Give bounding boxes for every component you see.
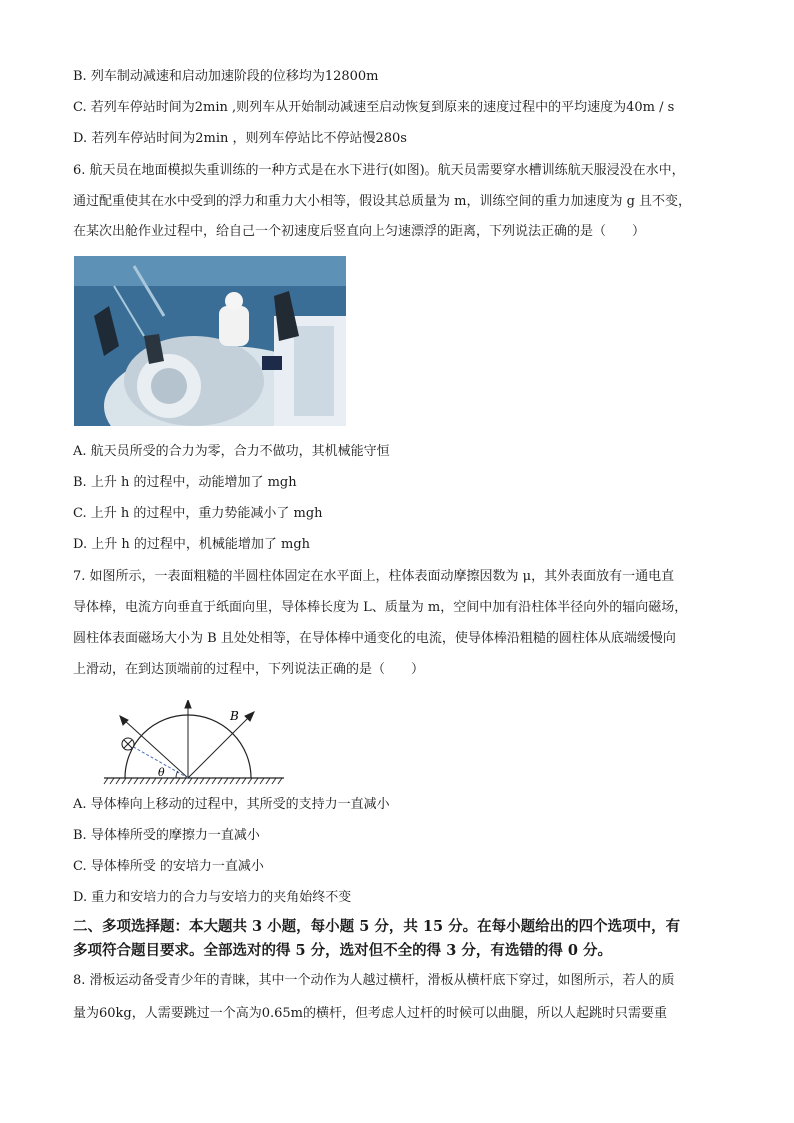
q7-stem-line1: 7. 如图所示，一表面粗糙的半圆柱体固定在水平面上，柱体表面动摩擦因数为 μ，其外表面放有一通电直 <box>73 569 675 584</box>
q6-stem-line3: 在某次出舱作业过程中，给自己一个初速度后竖直向上匀速漂浮的距离，下列说法正确的是（ ） <box>73 224 646 239</box>
q7-stem-line3: 圆柱体表面磁场大小为 B 且处处相等，在导体棒中通变化的电流，使导体棒沿粗糙的圆柱体从底端缓慢向 <box>73 631 676 646</box>
theta-label: θ <box>158 766 165 779</box>
diagram-svg <box>100 700 300 786</box>
half-cylinder-diagram <box>100 700 300 786</box>
underwater-training-photo <box>74 256 346 426</box>
section2-heading-line2: 多项符合题目要求。全部选对的得 5 分，选对但不全的得 3 分，有选错的得 0 分。 <box>73 942 613 959</box>
q5-option-d: D. 若列车停站时间为2min ，则列车停站比不停站慢280s <box>73 131 407 146</box>
q6-option-d: D. 上升 h 的过程中，机械能增加了 mgh <box>73 537 311 552</box>
b-field-label: B <box>230 709 239 723</box>
q8-stem-line1: 8. 滑板运动备受青少年的青睐，其中一个动作为人越过横杆，滑板从横杆底下穿过，如图所示，若人的质 <box>73 973 675 988</box>
q8-stem-line2: 量为60kg，人需要跳过一个高为0.65m的横杆，但考虑人过杆的时候可以曲腿，所以人起跳时只需要重 <box>73 1006 668 1021</box>
q7-stem-line2: 导体棒，电流方向垂直于纸面向里，导体棒长度为 L、质量为 m，空间中加有沿柱体半径向外的辐向磁场， <box>73 600 688 615</box>
q7-option-d: D. 重力和安培力的合力与安培力的夹角始终不变 <box>73 890 352 905</box>
q6-option-a: A. 航天员所受的合力为零，合力不做功，其机械能守恒 <box>73 444 390 459</box>
section2-heading-line1: 二、多项选择题：本大题共 3 小题，每小题 5 分，共 15 分。在每小题给出的四个选项中，有 <box>73 918 681 935</box>
q6-option-b: B. 上升 h 的过程中，动能增加了 mgh <box>73 475 297 490</box>
q7-option-b: B. 导体棒所受的摩擦力一直减小 <box>73 828 260 843</box>
q7-stem-line4: 上滑动，在到达顶端前的过程中，下列说法正确的是（ ） <box>73 662 425 677</box>
q6-stem-line1: 6. 航天员在地面模拟失重训练的一种方式是在水下进行(如图)。航天员需要穿水槽训练航天服浸没在水中， <box>73 163 685 178</box>
q6-option-c: C. 上升 h 的过程中，重力势能减小了 mgh <box>73 506 323 521</box>
q5-option-b: B. 列车制动减速和启动加速阶段的位移均为12800m <box>73 69 379 84</box>
q7-option-c: C. 导体棒所受 的安培力一直减小 <box>73 859 264 874</box>
q6-stem-line2: 通过配重使其在水中受到的浮力和重力大小相等，假设其总质量为 m，训练空间的重力加速度为 g 且不变， <box>73 194 692 209</box>
q5-option-c: C. 若列车停站时间为2min ,则列车从开始制动减速至启动恢复到原来的速度过程中的平均速度为40m / s <box>73 100 675 115</box>
q7-option-a: A. 导体棒向上移动的过程中，其所受的支持力一直减小 <box>73 797 390 812</box>
photo-illustration <box>74 256 346 426</box>
